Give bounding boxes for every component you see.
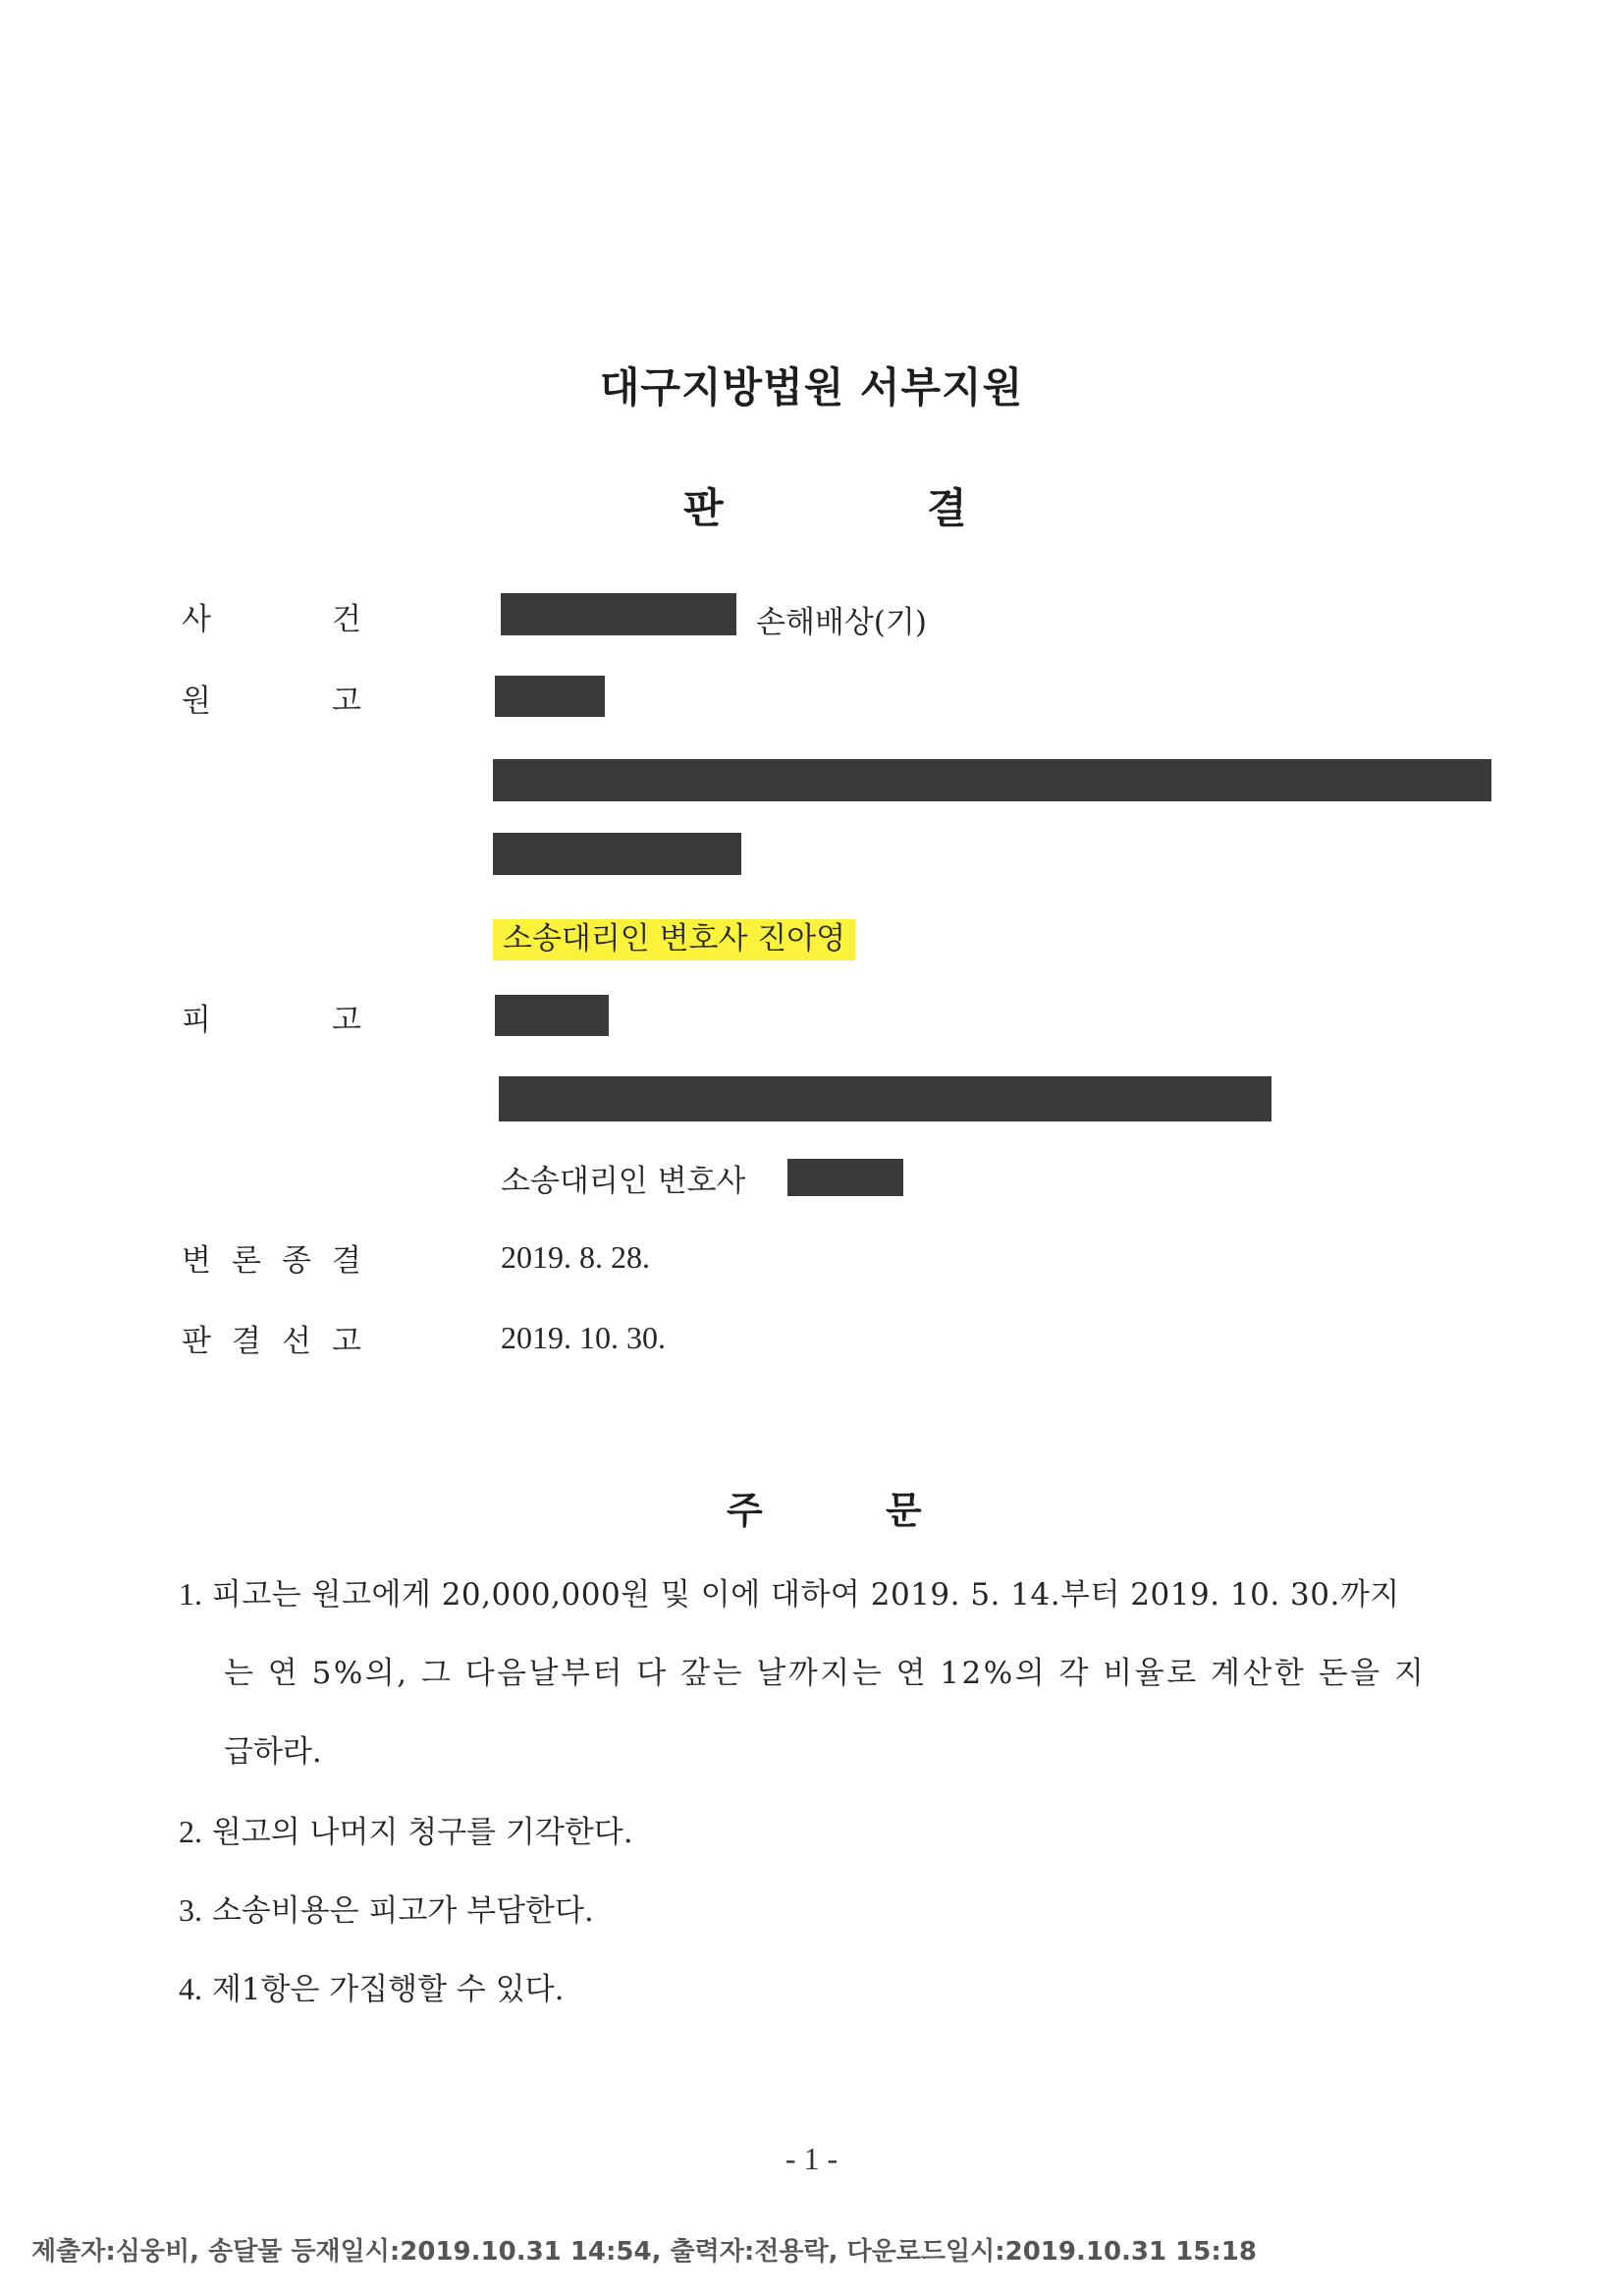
redaction-case-number	[501, 593, 736, 635]
redaction-defendant-name	[495, 995, 609, 1036]
court-name: 대구지방법원 서부지원	[599, 363, 1024, 411]
redaction-plaintiff-name	[495, 676, 605, 717]
redaction-plaintiff-address-2	[493, 833, 741, 875]
judgment-label: 판 결 선 고	[182, 1324, 361, 1359]
defendant-label: 피 고	[182, 1003, 361, 1038]
download-footer: 제출자:심웅비, 송달물 등재일시:2019.10.31 14:54, 출력자:전용락, 다운로드일시:2019.10.31 15:18	[31, 2237, 1257, 2267]
plaintiff-label: 원 고	[182, 683, 361, 719]
redaction-defendant-address	[499, 1076, 1271, 1121]
order-item-4: 4. 제1항은 가집행할 수 있다.	[179, 1971, 565, 2007]
defendant-representative: 소송대리인 변호사	[501, 1164, 746, 1199]
plaintiff-representative	[493, 913, 855, 957]
closing-date: 2019. 8. 28.	[501, 1239, 650, 1275]
case-label: 사 건	[182, 602, 361, 637]
case-value: 손해배상(기)	[756, 605, 927, 640]
judgment-date: 2019. 10. 30.	[501, 1320, 666, 1355]
order-item-2: 2. 원고의 나머지 청구를 기각한다.	[179, 1814, 633, 1850]
title-char-gyeol: 결	[927, 484, 967, 532]
order-item-1-line-2: 는 연 5%의, 그 다음날부터 다 갚는 날까지는 연 12%의 각 비율로 계산한 돈을 지	[224, 1656, 1427, 1691]
redaction-defendant-lawyer	[787, 1159, 903, 1196]
order-item-1: 1. 피고는 원고에게 20,000,000원 및 이에 대하여 2019. 5. 14.부터 2019. 10. 30.까지	[179, 1576, 1400, 1613]
order-item-3: 3. 소송비용은 피고가 부담한다.	[179, 1892, 594, 1929]
order-heading-ju: 주	[727, 1489, 763, 1532]
order-heading-mun: 문	[886, 1489, 922, 1532]
order-item-1-line-3: 급하라.	[224, 1734, 322, 1770]
redaction-plaintiff-address	[493, 759, 1491, 801]
page-number: - 1 -	[784, 2141, 839, 2176]
closing-label: 변 론 종 결	[182, 1243, 361, 1279]
highlighted-representative: 소송대리인 변호사 진아영	[493, 919, 855, 960]
title-char-pan: 판	[683, 484, 724, 532]
